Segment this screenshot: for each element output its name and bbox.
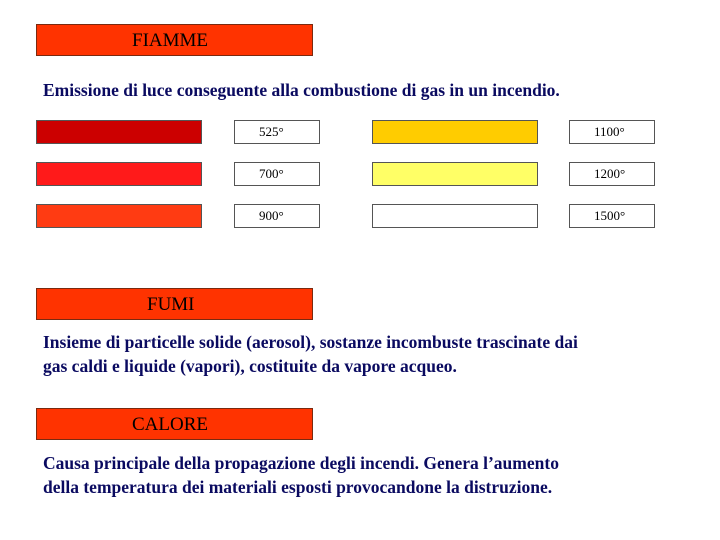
fiamme-title-banner xyxy=(36,24,313,56)
flame-color-swatch-1200 xyxy=(372,162,538,186)
calore-title-banner xyxy=(36,408,313,440)
flame-color-swatch-1100 xyxy=(372,120,538,144)
fumi-description-line: Insieme di particelle solide (aerosol), sostanze incombuste trascinate dai xyxy=(43,332,578,352)
flame-temp-525: 525° xyxy=(234,120,320,144)
calore-title: CALORE xyxy=(132,414,208,435)
fiamme-description: Emissione di luce conseguente alla combustione di gas in un incendio. xyxy=(43,80,560,100)
calore-description xyxy=(43,451,559,499)
fumi-title-banner xyxy=(36,288,313,320)
calore-description-line: Causa principale della propagazione degli incendi. Genera l’aumento xyxy=(43,453,559,473)
fumi-title: FUMI xyxy=(147,294,195,315)
flame-temp-1200: 1200° xyxy=(569,162,655,186)
flame-color-swatch-700 xyxy=(36,162,202,186)
fiamme-title: FIAMME xyxy=(132,30,209,51)
flame-temp-1500: 1500° xyxy=(569,204,655,228)
flame-temp-1100: 1100° xyxy=(569,120,655,144)
flame-color-swatch-1500 xyxy=(372,204,538,228)
fumi-description-line: gas caldi e liquide (vapori), costituite da vapore acqueo. xyxy=(43,356,457,376)
calore-description-line: della temperatura dei materiali esposti provocandone la distruzione. xyxy=(43,477,553,497)
flame-color-swatch-525 xyxy=(36,120,202,144)
flame-color-swatch-900 xyxy=(36,204,202,228)
fumi-description xyxy=(43,330,578,378)
flame-temp-700: 700° xyxy=(234,162,320,186)
flame-temp-900: 900° xyxy=(234,204,320,228)
